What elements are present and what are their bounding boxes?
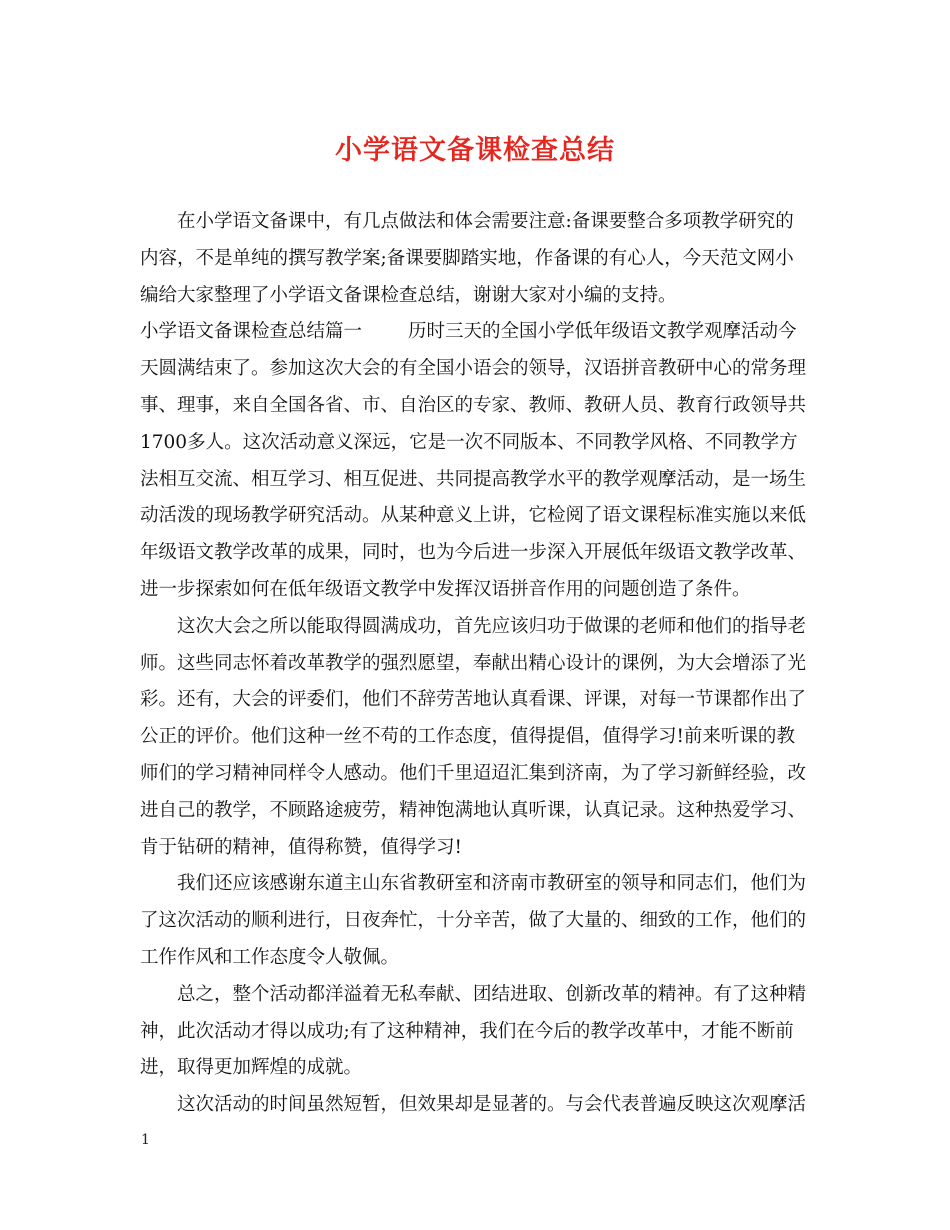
page-number: 1: [141, 1132, 150, 1148]
body-paragraph: 这次活动的时间虽然短暂，但效果却是显著的。与会代表普遍反映这次观摩活: [177, 1094, 807, 1116]
document-title: 小学语文备课检查总结: [335, 135, 615, 166]
body-paragraph: 总之，整个活动都洋溢着无私奉献、团结进取、创新改革的精神。有了这种精神，此次活动才得以成功;有了这种精神，我们在今后的教学改革中，才能不断前进，取得更加辉煌的成就。: [140, 983, 807, 1079]
body-paragraph: 这次大会之所以能取得圆满成功，首先应该归功于做课的老师和他们的指导老师。这些同志怀着改革教学的强烈愿望，奉献出精心设计的课例，为大会增添了光彩。还有，大会的评委们，他们不辞劳苦地认真看课、评课，对每一节课都作出了公正的评价。他们这种一丝不苟的工作态度，值得提倡，值得学习!前来听课的教师们的学习精神同样令人感动。他们千里迢迢汇集到济南，为了学习新鲜经验，改进自己的教学，不顾路途疲劳，精神饱满地认真听课，认真记录。这种热爱学习、肯于钻研的精神，值得称赞，值得学习!: [140, 615, 807, 858]
body-paragraph: 我们还应该感谢东道主山东省教研室和济南市教研室的领导和同志们，他们为了这次活动的顺利进行，日夜奔忙，十分辛苦，做了大量的、细致的工作，他们的工作作风和工作态度令人敬佩。: [140, 873, 807, 968]
intro-paragraph: 在小学语文备课中，有几点做法和体会需要注意:备课要整合多项教学研究的内容，不是单纯的撰写教学案;备课要脚踏实地，作备课的有心人，今天范文网小编给大家整理了小学语文备课检查总结，谢谢大家对小编的支持。: [140, 211, 794, 306]
document-body: [140, 204, 812, 1124]
section-first-paragraph: 历时三天的全国小学低年级语文教学观摩活动今天圆满结束了。参加这次大会的有全国小语会的领导，汉语拼音教研中心的常务理事、理事，来自全国各省、市、自治区的专家、教师、教研人员、教育行政领导共1700多人。这次活动意义深远，它是一次不同版本、不同教学风格、不同教学方法相互交流、相互学习、相互促进、共同提高教学水平的教学观摩活动，是一场生动活泼的现场教学研究活动。从某种意义上讲，它检阅了语文课程标准实施以来低年级语文教学改革的成果，同时，也为今后进一步深入开展低年级语文教学改革、进一步探索如何在低年级语文教学中发挥汉语拼音作用的问题创造了条件。: [140, 321, 807, 600]
section-heading: 小学语文备课检查总结篇一: [140, 321, 363, 343]
section-paragraph: [140, 314, 812, 608]
